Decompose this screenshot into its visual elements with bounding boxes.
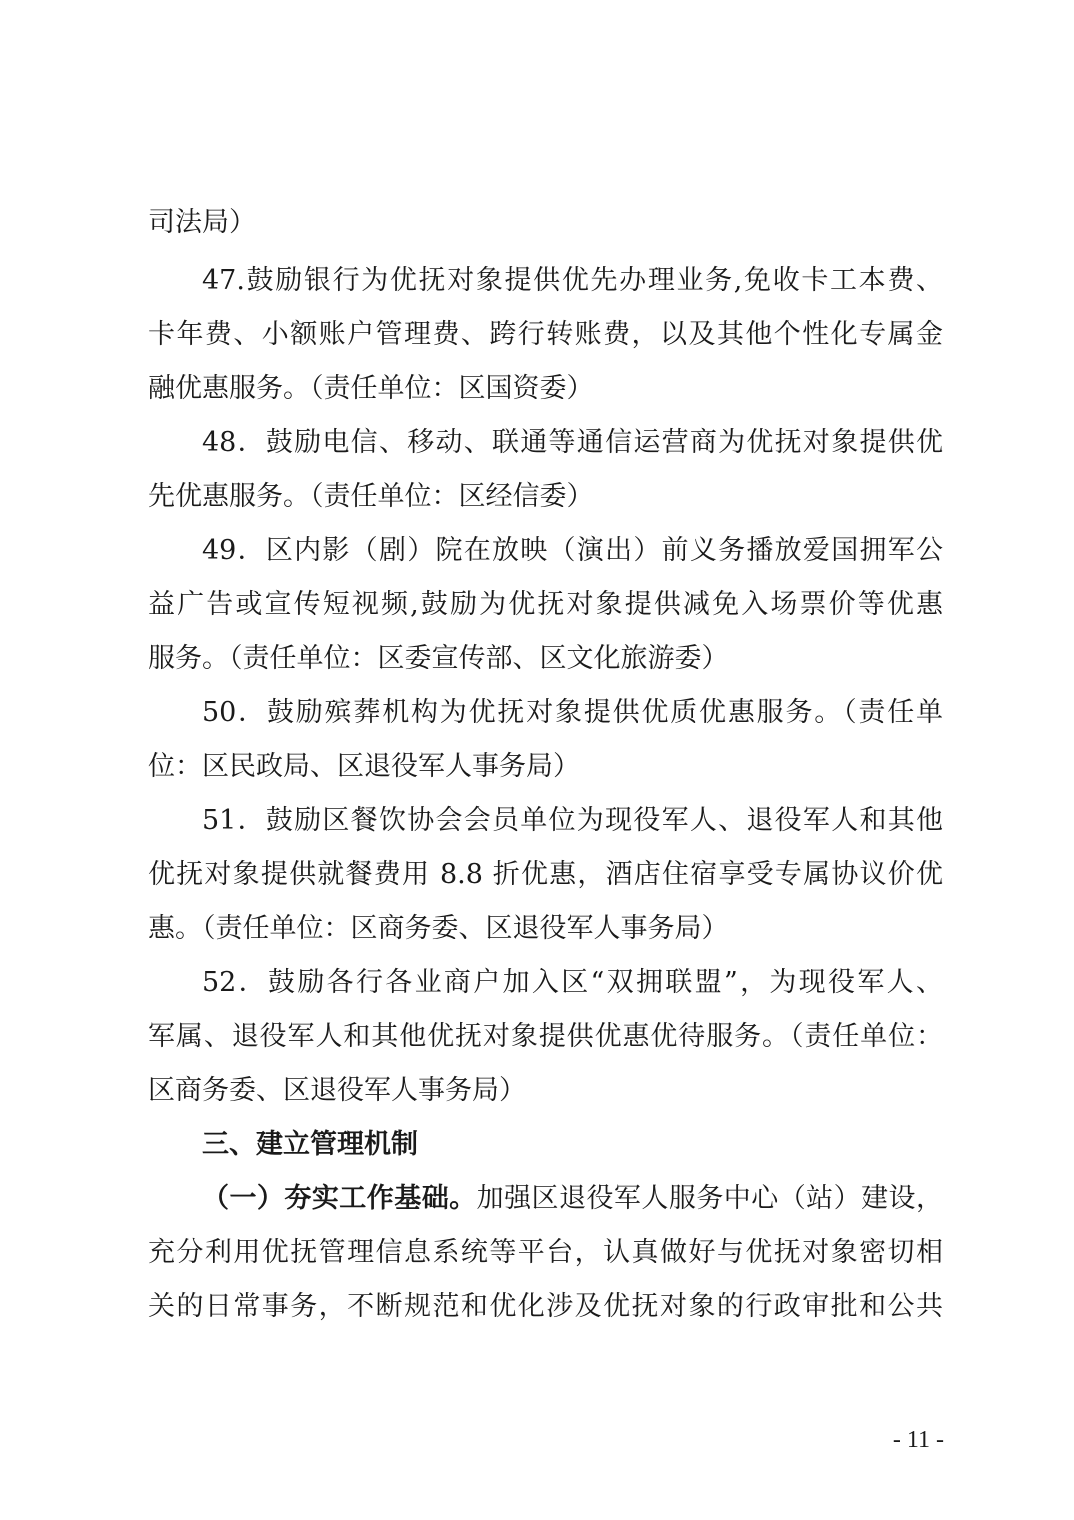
- subsection-line-3: 关的日常事务，不断规范和优化涉及优抚对象的行政审批和公共: [148, 1291, 943, 1322]
- subsection-line-1-rest: 加强区退役军人服务中心（站）建设，: [476, 1183, 944, 1214]
- text-line-1: 司法局）: [148, 207, 256, 238]
- item-47-line-2: 卡年费、小额账户管理费、跨行转账费，以及其他个性化专属金: [148, 319, 943, 350]
- item-48-line-2: 先优惠服务。（责任单位：区经信委）: [148, 481, 594, 512]
- item-50-line-1: 50．鼓励殡葬机构为优抚对象提供优质优惠服务。（责任单: [202, 697, 943, 728]
- subsection-line-1: [202, 1179, 943, 1219]
- item-52-line-1: 52．鼓励各行各业商户加入区“双拥联盟”，为现役军人、: [202, 967, 943, 998]
- section-heading: 三、建立管理机制: [202, 1129, 418, 1160]
- item-52-line-3: 区商务委、区退役军人事务局）: [148, 1075, 526, 1106]
- item-47-line-3: 融优惠服务。（责任单位：区国资委）: [148, 373, 594, 404]
- item-49-line-3: 服务。（责任单位：区委宣传部、区文化旅游委）: [148, 643, 729, 674]
- item-51-line-1: 51．鼓励区餐饮协会会员单位为现役军人、退役军人和其他: [202, 805, 943, 836]
- item-49-line-2: 益广告或宣传短视频,鼓励为优抚对象提供减免入场票价等优惠: [148, 589, 943, 620]
- item-51-line-3: 惠。（责任单位：区商务委、区退役军人事务局）: [148, 913, 729, 944]
- item-51-line-2: 优抚对象提供就餐费用 8.8 折优惠，酒店住宿享受专属协议价优: [148, 859, 943, 890]
- subsection-lead: （一）夯实工作基础。: [202, 1183, 477, 1214]
- subsection-line-2: 充分利用优抚管理信息系统等平台，认真做好与优抚对象密切相: [148, 1237, 943, 1268]
- page-number: - 11 -: [892, 1427, 944, 1453]
- item-48-line-1: 48．鼓励电信、移动、联通等通信运营商为优抚对象提供优: [202, 427, 943, 458]
- item-50-line-2: 位：区民政局、区退役军人事务局）: [148, 751, 580, 782]
- item-52-line-2: 军属、退役军人和其他优抚对象提供优惠优待服务。（责任单位：: [148, 1021, 943, 1052]
- item-47-line-1: 47.鼓励银行为优抚对象提供优先办理业务,免收卡工本费、: [202, 265, 943, 296]
- item-49-line-1: 49．区内影（剧）院在放映（演出）前义务播放爱国拥军公: [202, 535, 943, 566]
